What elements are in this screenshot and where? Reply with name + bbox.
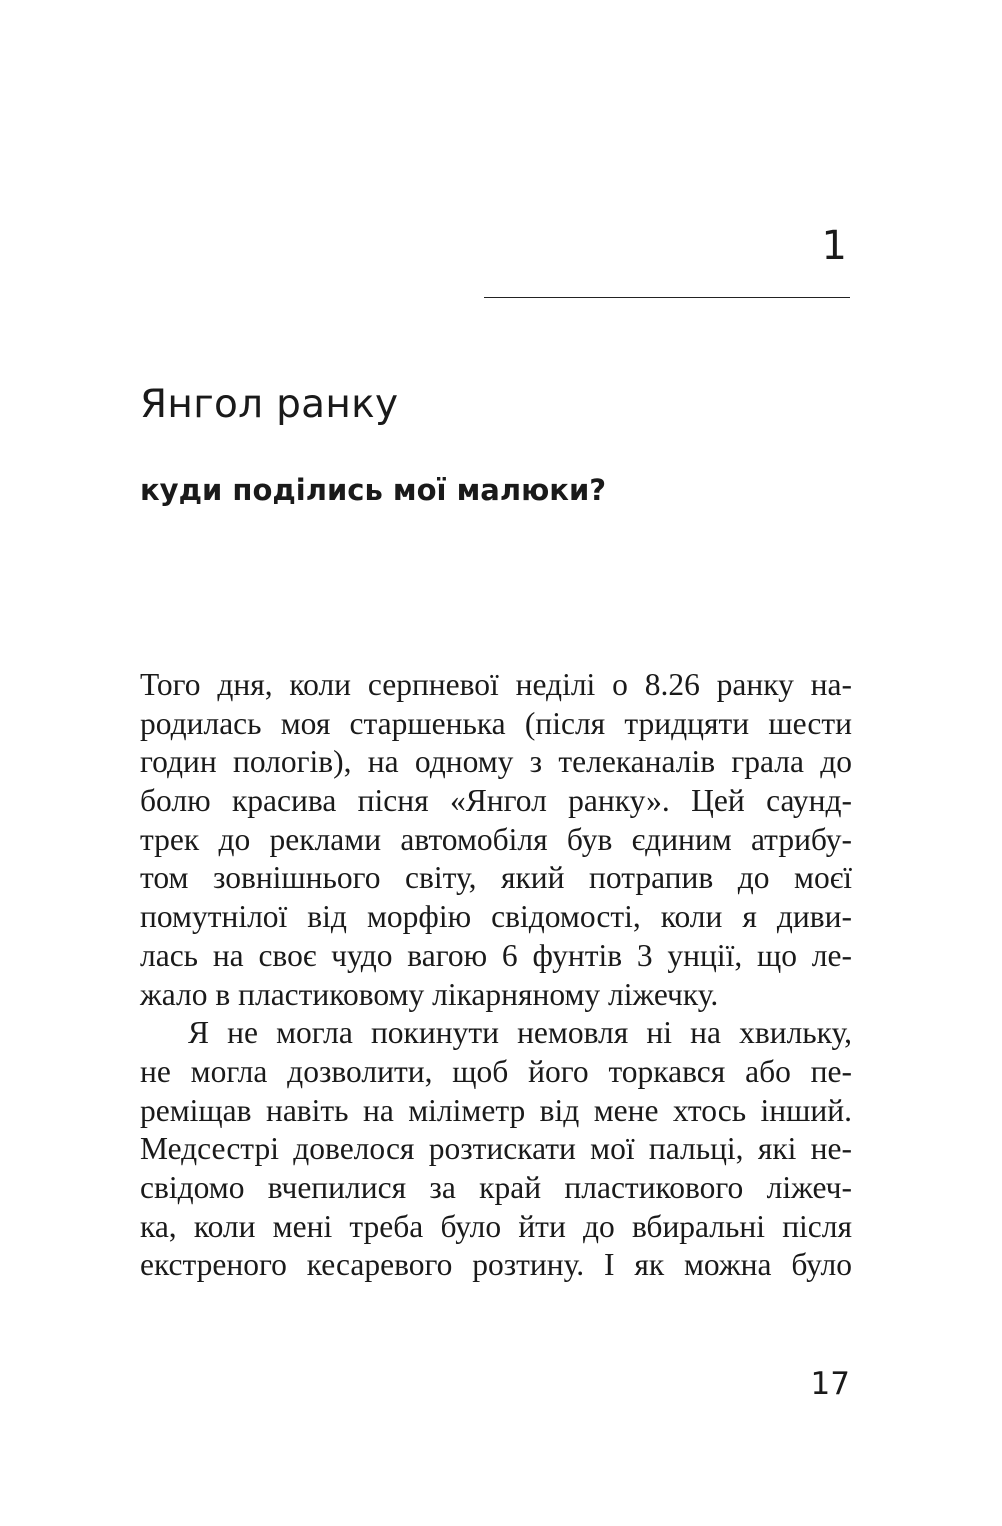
text-line: том зовнішнього світу, який потрапив до моєї <box>140 860 852 896</box>
text-line: болю красива пісня «Янгол ранку». Цей саунд- <box>140 783 852 819</box>
chapter-title: Янгол ранку <box>140 382 399 427</box>
text-line: Того дня, коли серпневої неділі о 8.26 ранку на- <box>140 667 852 702</box>
chapter-subtitle: куди поділись мої малюки? <box>140 473 607 507</box>
text-line: лась на своє чудо вагою 6 фунтів 3 унції, що ле- <box>140 937 852 973</box>
text-line: жало в пластиковому лікарняному ліжечку. <box>140 976 719 1012</box>
page-number: 17 <box>810 1366 850 1402</box>
text-line: реміщав навіть на міліметр від мене хтось інший. <box>140 1092 852 1128</box>
text-line: Я не могла покинути немовля ні на хвильку, <box>188 1015 852 1051</box>
paragraph-2 <box>140 1014 852 1285</box>
chapter-number: 1 <box>821 223 847 269</box>
text-line: ка, коли мені треба було йти до вбиральні після <box>140 1208 852 1244</box>
body-text <box>140 666 852 1285</box>
text-line: помутнілої від морфію свідомості, коли я диви- <box>140 899 852 935</box>
text-line: Медсестрі довелося розтискати мої пальці, які не- <box>140 1131 852 1167</box>
chapter-divider-rule <box>484 297 850 298</box>
text-line: годин пологів), на одному з телеканалів грала до <box>140 744 852 780</box>
text-line: не могла дозволити, щоб його торкався або пе- <box>140 1053 852 1089</box>
text-line: трек до реклами автомобіля був єдиним атрибу- <box>140 821 852 857</box>
text-line: родилась моя старшенька (після тридцяти шести <box>140 705 852 741</box>
text-line: екстреного кесаревого розтину. І як можна було <box>140 1247 852 1283</box>
text-line: свідомо вчепилися за край пластикового ліжеч- <box>140 1169 852 1205</box>
paragraph-1 <box>140 666 852 1014</box>
